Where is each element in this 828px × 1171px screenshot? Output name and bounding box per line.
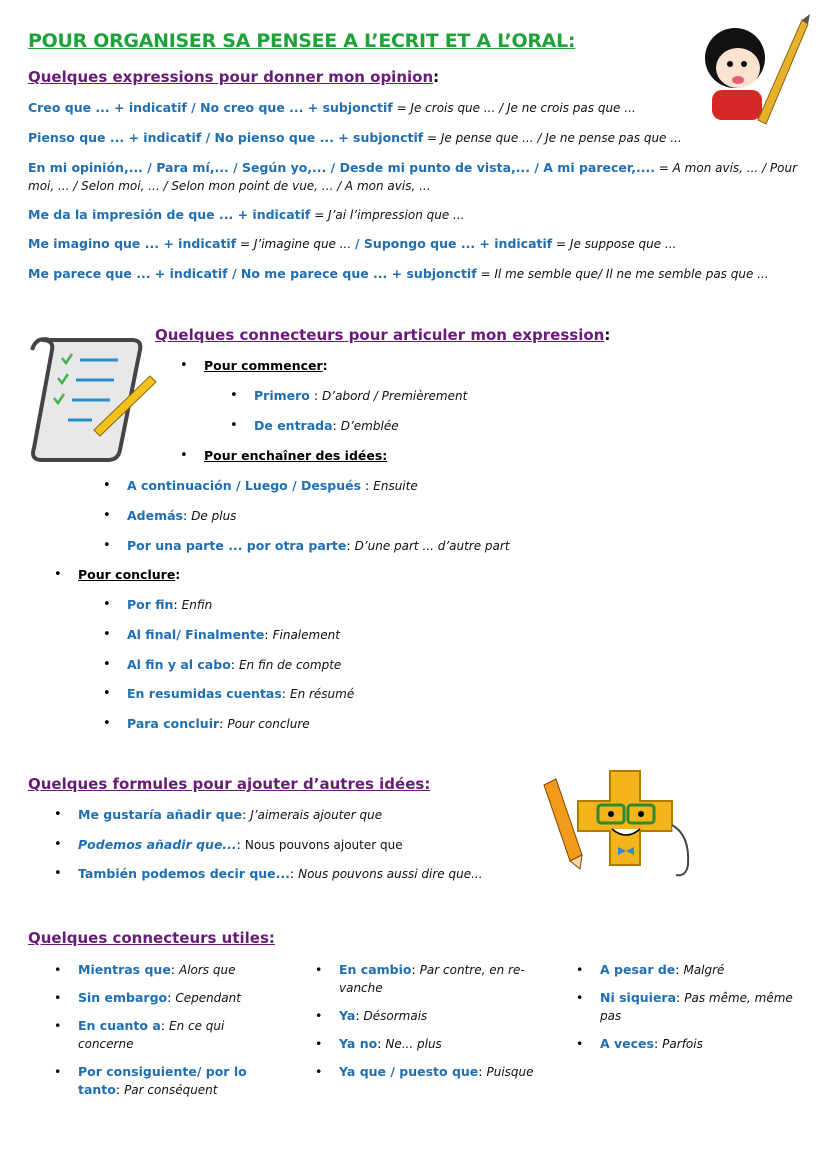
opinion-line-1: Creo que ... + indicatif / No creo que ... + subjonctif = Je crois que ... / Je ne crois pas que ... — [28, 100, 636, 115]
list-item: • Ni siquiera: Pas même, même pas — [576, 990, 793, 1023]
list-item: • Ya no: Ne... plus — [315, 1036, 442, 1051]
list-item: • Sin embargo: Cependant — [54, 990, 241, 1005]
opinion-line-2: Pienso que ... + indicatif / No pienso que ... + subjonctif = Je pense que ... / Je ne pense pas que ... — [28, 130, 682, 145]
list-item: • Ya: Désormais — [315, 1008, 428, 1023]
page-title: POUR ORGANISER SA PENSEE A L’ECRIT ET A L’ORAL: — [28, 30, 576, 52]
girl-with-pen-illustration — [690, 10, 810, 130]
list-item: • Mientras que: Alors que — [54, 962, 236, 977]
opinion-line-5: Me imagino que ... + indicatif = J’imagine que ... / Supongo que ... + indicatif = Je suppose que ... — [28, 236, 677, 251]
list-item: • A pesar de: Malgré — [576, 962, 725, 977]
opinion-heading: Quelques expressions pour donner mon opinion: — [28, 68, 440, 86]
list-item: • En cuanto a: En ce qui concerne — [54, 1018, 225, 1051]
connecteurs-heading: Quelques connecteurs pour articuler mon expression: — [155, 326, 611, 344]
utiles-column-2 — [315, 961, 545, 1091]
formules-heading: Quelques formules pour ajouter d’autres idées: — [28, 775, 431, 793]
opinion-line-3: En mi opinión,... / Para mí,... / Según yo,... / Desde mi punto de vista,... / A mi parecer,.... = A mon avis, ... / Pour moi, ... / Selon moi, ... / Selon mon point de vue, ... / A mon avis, ... — [28, 160, 798, 193]
utiles-column-3 — [576, 961, 806, 1063]
list-item: • A veces: Parfois — [576, 1036, 703, 1051]
plus-character-illustration — [540, 765, 710, 885]
utiles-column-1 — [54, 961, 284, 1109]
checklist-scroll-illustration — [22, 330, 162, 470]
opinion-line-6: Me parece que ... + indicatif / No me parece que ... + subjonctif = Il me semble que/ Il ne me semble pas que ... — [28, 266, 769, 281]
opinion-line-4: Me da la impresión de que ... + indicatif = J’ai l’impression que ... — [28, 207, 465, 222]
list-item: • Por consiguiente/ por lo tanto: Par conséquent — [54, 1064, 247, 1097]
utiles-heading: Quelques connecteurs utiles: — [28, 929, 275, 947]
list-item: • Ya que / puesto que: Puisque — [315, 1064, 534, 1079]
list-item: • En cambio: Par contre, en re-vanche — [315, 962, 525, 995]
